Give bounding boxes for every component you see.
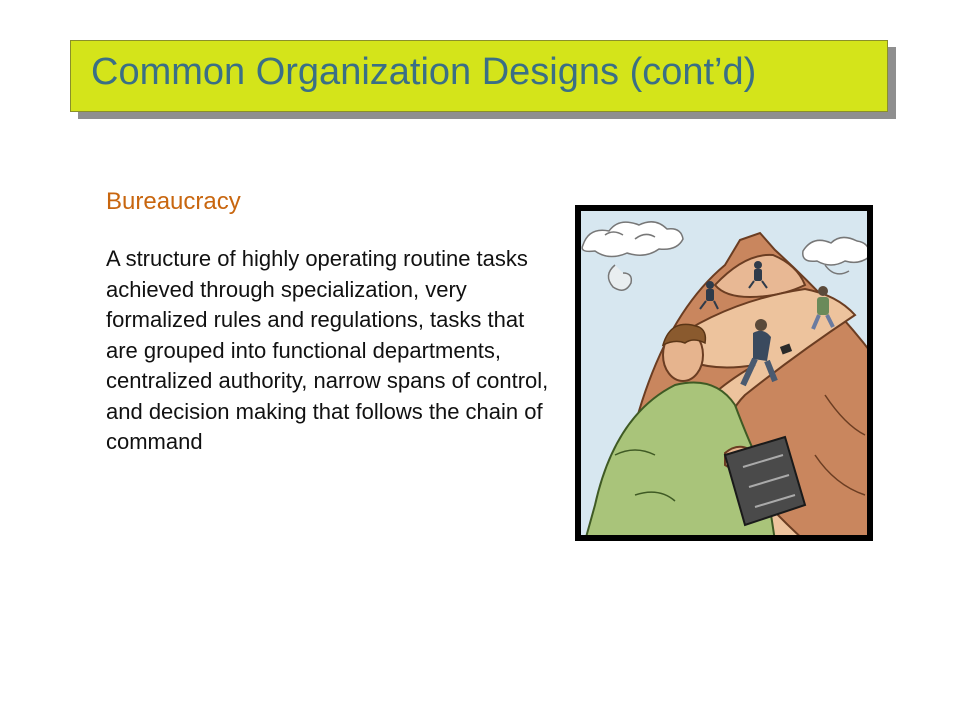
definition-text: A structure of highly operating routine tasks achieved through specialization, very formalized rules and regulations, tasks that are grouped into functional departments, centralized authority, narrow spans of control, and decision making that follows the chain of command: [106, 246, 549, 454]
section-heading: Bureaucracy: [106, 188, 241, 215]
slide-title: Common Organization Designs (cont’d): [91, 51, 757, 93]
title-bar: [70, 40, 888, 112]
businessmen-climbing-hill-clipart: [575, 205, 873, 541]
